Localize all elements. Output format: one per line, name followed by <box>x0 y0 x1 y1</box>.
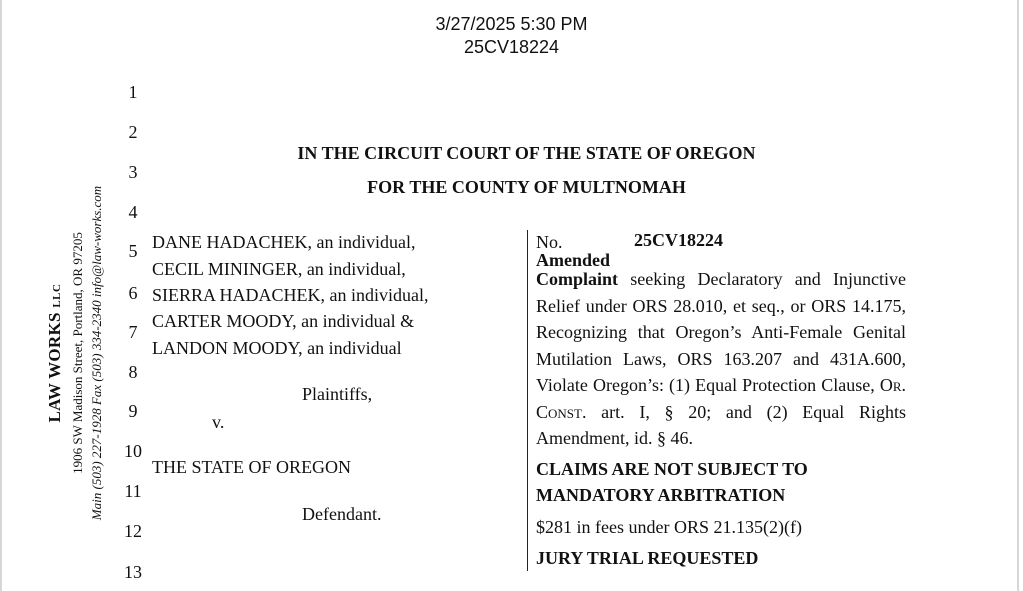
line-number: 2 <box>128 122 138 142</box>
plaintiff-name: CECIL MININGER, an individual, <box>152 259 406 279</box>
line-number: 8 <box>128 362 138 382</box>
law-firm-sidebar <box>44 143 116 563</box>
firm-address: 1906 SW Madison Street, Portland, OR 97205 <box>70 232 85 474</box>
court-title: IN THE CIRCUIT COURT OF THE STATE OF OREGON <box>297 143 756 163</box>
caption-divider <box>527 230 528 571</box>
case-number: 25CV18224 <box>634 230 723 250</box>
firm-contact: Main (503) 227-1928 Fax (503) 334-2340 info@law-works.com <box>89 185 104 521</box>
arbitration-line: MANDATORY ARBITRATION <box>536 485 786 505</box>
plaintiff-name: LANDON MOODY, an individual <box>152 338 402 358</box>
line-number: 13 <box>124 562 142 582</box>
line-number: 11 <box>124 481 142 501</box>
line-number: 12 <box>124 521 142 541</box>
line-number: 5 <box>128 241 138 261</box>
plaintiff-name: SIERRA HADACHEK, an individual, <box>152 285 429 305</box>
defendant-label: Defendant. <box>302 504 382 524</box>
complaint-description-end: art. I, § 20; and (2) Equal Rights Amendment, id. § 46. <box>536 401 906 448</box>
line-number: 6 <box>128 283 138 303</box>
constitution-cite: Or. Const. <box>536 375 906 422</box>
filing-datetime-stamp: 3/27/2025 5:30 PM <box>435 14 588 34</box>
arbitration-notice <box>536 456 808 508</box>
line-number: 1 <box>128 82 138 102</box>
amended-label: Amended <box>536 250 611 270</box>
versus-label: v. <box>212 412 225 432</box>
complaint-description: seeking Declaratory and Injunctive Relief under ORS 28.010, et seq., or ORS 14.175, Recognizing that Oregon’s Anti-Female Genital Mutilation Laws, ORS 163.207 and 431A.600, Violate Oregon’s: (1) Equal Protection Clause, <box>536 269 906 395</box>
plaintiff-name: DANE HADACHEK, an individual, <box>152 232 416 252</box>
plaintiff-name: CARTER MOODY, an individual & <box>152 311 415 331</box>
line-number: 3 <box>128 162 138 182</box>
line-number: 10 <box>124 441 142 461</box>
line-number: 9 <box>128 401 138 421</box>
firm-suffix: LLC <box>51 283 63 308</box>
line-number: 7 <box>128 322 138 342</box>
complaint-caption <box>536 266 906 452</box>
plaintiffs-label: Plaintiffs, <box>302 384 373 404</box>
line-number: 4 <box>128 202 138 222</box>
complaint-heading: Complaint <box>536 269 619 289</box>
arbitration-line: CLAIMS ARE NOT SUBJECT TO <box>536 459 808 479</box>
filing-fees: $281 in fees under ORS 21.135(2)(f) <box>536 517 802 537</box>
case-number-label: No. <box>536 232 563 252</box>
jury-trial-request: JURY TRIAL REQUESTED <box>536 548 759 568</box>
filing-case-number-stamp: 25CV18224 <box>463 37 560 57</box>
court-county: FOR THE COUNTY OF MULTNOMAH <box>367 177 686 197</box>
firm-name: LAW WORKS LLC <box>45 283 64 423</box>
defendant-name: THE STATE OF OREGON <box>152 457 352 477</box>
